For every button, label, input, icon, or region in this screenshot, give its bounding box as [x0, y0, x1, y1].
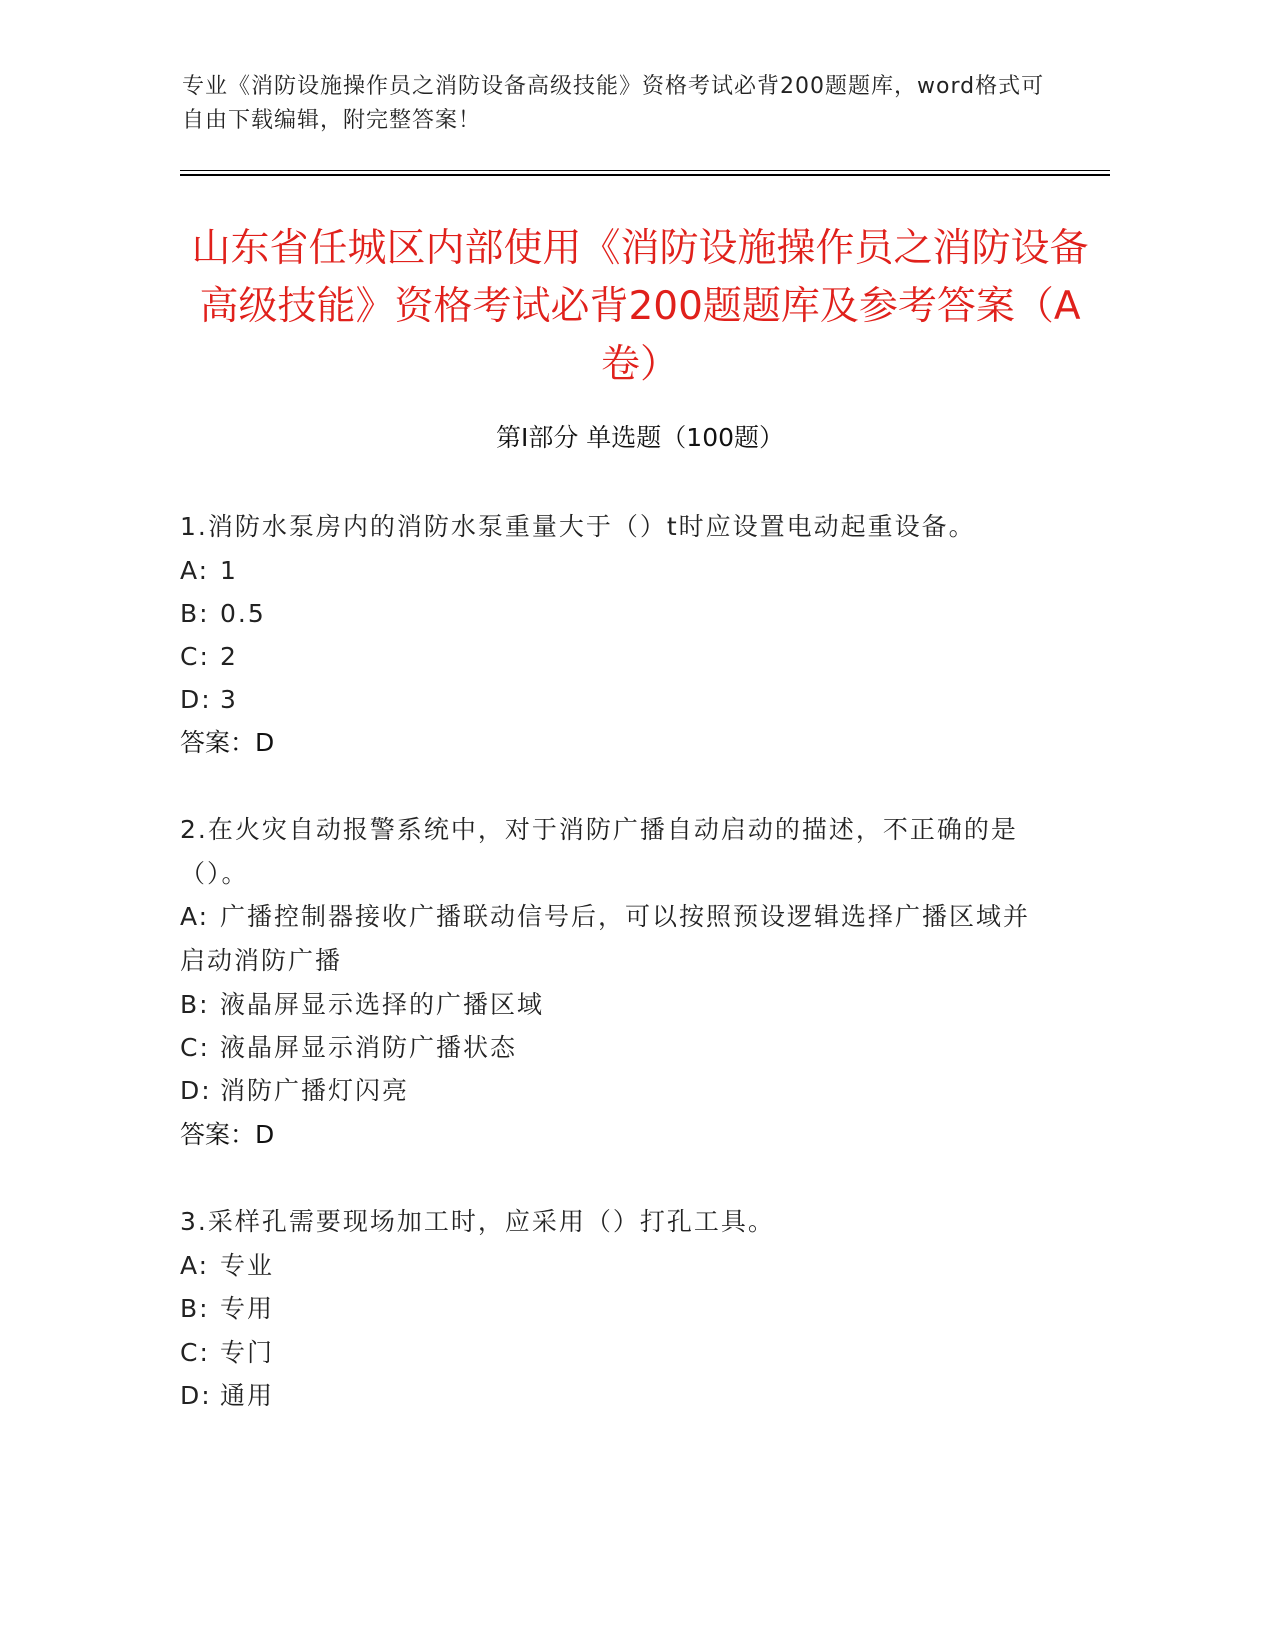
- option-letter: C:: [180, 642, 210, 671]
- option-text: 消防广播灯闪亮: [220, 1076, 410, 1105]
- option-letter: D:: [180, 1381, 212, 1410]
- option-text: 0.5: [220, 599, 266, 628]
- question-1-option-a: [180, 549, 1040, 593]
- header-note: 专业《消防设施操作员之消防设备高级技能》资格考试必背200题题库，word格式可自由下载编辑，附完整答案！: [182, 74, 1045, 133]
- option-text: 2: [220, 642, 238, 671]
- option-text: 液晶屏显示消防广播状态: [220, 1033, 518, 1062]
- option-text: 通用: [220, 1381, 275, 1410]
- question-1-text: 1.消防水泵房内的消防水泵重量大于（）t时应设置电动起重设备。: [180, 512, 976, 541]
- question-2-option-a: [180, 895, 1040, 983]
- option-letter: A:: [180, 902, 210, 931]
- option-letter: B:: [180, 990, 210, 1019]
- question-1-option-c: [180, 635, 1040, 679]
- document-title: 山东省任城区内部使用《消防设施操作员之消防设备高级技能》资格考试必背200题题库及参考答案（A卷）: [191, 226, 1089, 387]
- question-3-option-a: [180, 1244, 1040, 1288]
- option-letter: A:: [180, 1251, 210, 1280]
- question-2-text: 2.在火灾自动报警系统中，对于消防广播自动启动的描述，不正确的是（）。: [180, 815, 1018, 888]
- answer-label: 答案：: [180, 1120, 256, 1149]
- answer-value: D: [255, 728, 275, 757]
- option-letter: D:: [180, 685, 212, 714]
- question-3-text: 3.采样孔需要现场加工时，应采用（）打孔工具。: [180, 1207, 775, 1236]
- question-1-option-d: [180, 678, 1040, 722]
- answer-label: 答案：: [180, 728, 256, 757]
- question-3-option-d: [180, 1374, 1040, 1418]
- option-letter: A:: [180, 556, 210, 585]
- option-letter: B:: [180, 1294, 210, 1323]
- option-text: 广播控制器接收广播联动信号后，可以按照预设逻辑选择广播区域并启动消防广播: [180, 902, 1031, 975]
- option-text: 液晶屏显示选择的广播区域: [220, 990, 545, 1019]
- question-1-answer: [180, 725, 274, 761]
- option-letter: B:: [180, 599, 210, 628]
- option-text: 专门: [220, 1338, 275, 1367]
- option-text: 3: [220, 685, 238, 714]
- question-2-option-c: [180, 1026, 1040, 1070]
- option-letter: C:: [180, 1033, 210, 1062]
- option-text: 1: [220, 556, 238, 585]
- answer-value: D: [255, 1120, 275, 1149]
- header-rule-thin: [180, 170, 1110, 171]
- question-3-option-c: [180, 1331, 1040, 1375]
- option-letter: C:: [180, 1338, 210, 1367]
- header-rule-thick: [180, 174, 1110, 176]
- question-2-answer: [180, 1117, 274, 1153]
- question-2-option-b: [180, 983, 1040, 1027]
- section-heading: 第Ⅰ部分 单选题（100题）: [495, 423, 785, 452]
- option-letter: D:: [180, 1076, 212, 1105]
- option-text: 专业: [220, 1251, 275, 1280]
- question-3-option-b: [180, 1287, 1040, 1331]
- option-text: 专用: [220, 1294, 275, 1323]
- question-2-option-d: [180, 1069, 1040, 1113]
- question-1-option-b: [180, 592, 1040, 636]
